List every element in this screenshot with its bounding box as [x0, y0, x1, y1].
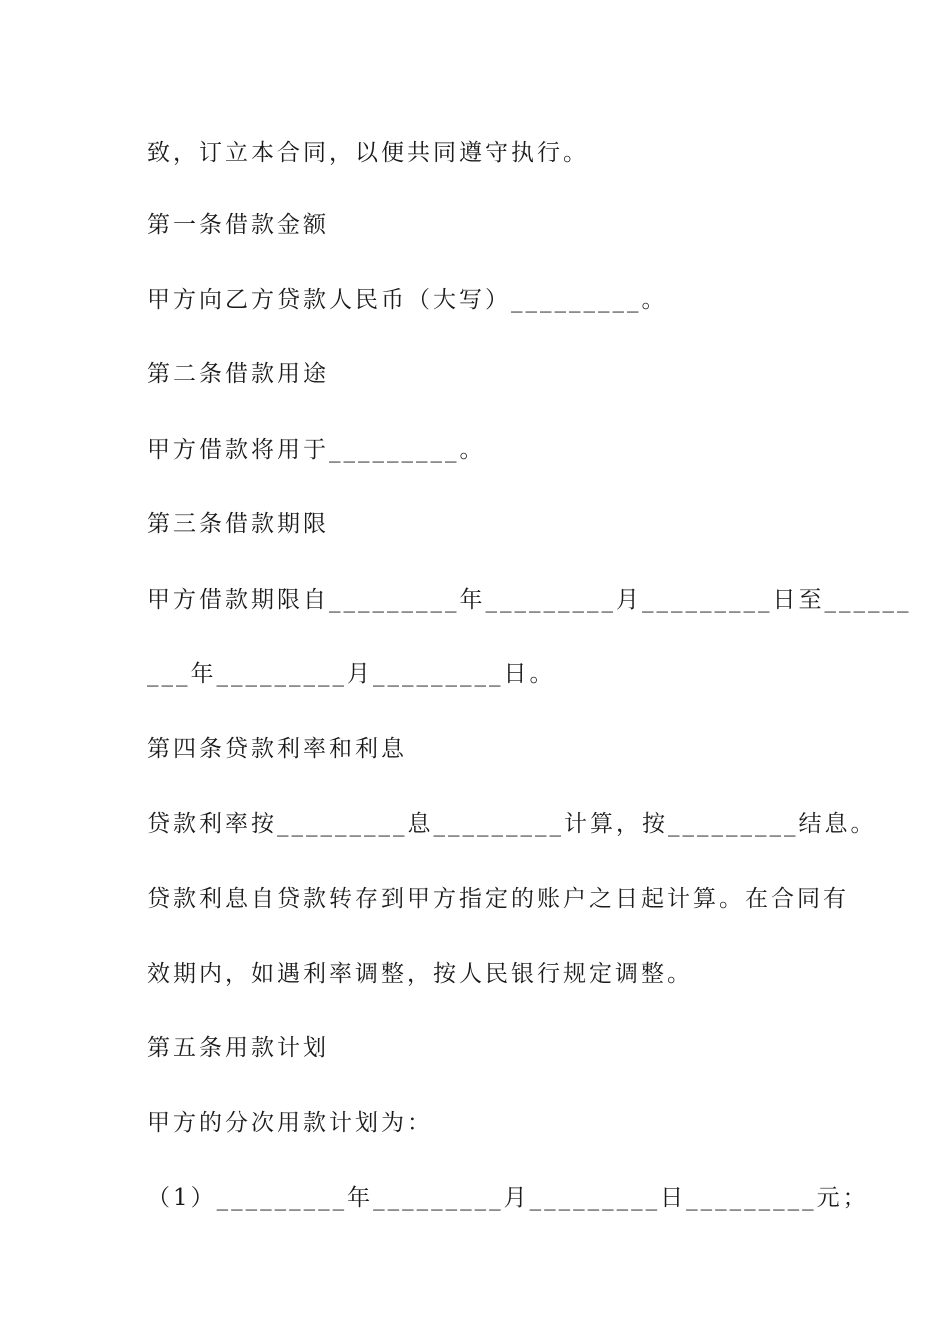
article-4-body-rate: 贷款利率按_________息_________计算，按_________结息。	[147, 811, 877, 837]
article-4-heading: 第四条贷款利率和利息	[147, 736, 407, 762]
article-5-heading: 第五条用款计划	[147, 1035, 329, 1061]
article-2-body: 甲方借款将用于_________。	[147, 437, 486, 463]
article-3-heading: 第三条借款期限	[147, 511, 329, 537]
article-4-body-interest-line-1: 贷款利息自贷款转存到甲方指定的账户之日起计算。在合同有	[147, 886, 849, 912]
article-1-heading: 第一条借款金额	[147, 212, 329, 238]
article-1-body: 甲方向乙方贷款人民币（大写）_________。	[147, 287, 668, 313]
article-4-body-interest-line-2: 效期内，如遇利率调整，按人民银行规定调整。	[147, 961, 693, 987]
article-2-heading: 第二条借款用途	[147, 361, 329, 387]
article-5-body: 甲方的分次用款计划为：	[147, 1110, 433, 1136]
paragraph-intro-continuation: 致，订立本合同，以便共同遵守执行。	[147, 140, 589, 166]
article-3-body-line-2: ___年_________月_________日。	[147, 661, 556, 687]
article-3-body-line-1: 甲方借款期限自_________年_________月_________日至______	[147, 587, 912, 613]
article-5-item-1: （1）_________年_________月_________日_________元；	[147, 1185, 869, 1211]
